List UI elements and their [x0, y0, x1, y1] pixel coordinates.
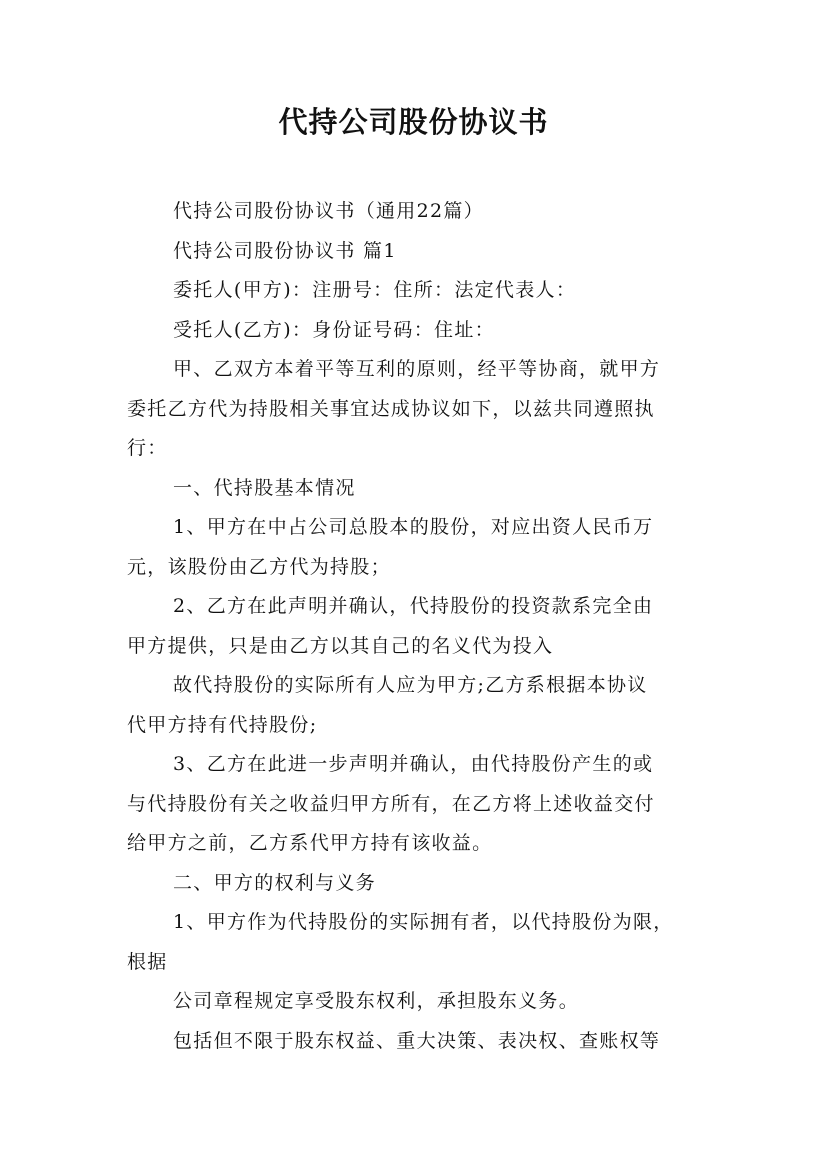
text-line: 3、乙方在此进一步声明并确认，由代持股份产生的或	[173, 753, 654, 775]
paragraph-13	[127, 982, 707, 1022]
paragraph-9	[127, 666, 707, 745]
paragraph-6	[127, 469, 707, 509]
paragraph-10	[127, 745, 707, 864]
text-line: 与代持股份有关之收益归甲方所有，在乙方将上述收益交付	[127, 792, 655, 815]
paragraph-4	[127, 311, 707, 351]
text-line: 2、乙方在此声明并确认，代持股份的投资款系完全由	[173, 595, 654, 617]
text-line: 甲方提供，只是由乙方以其自己的名义代为投入	[127, 634, 554, 657]
text-line: 公司章程规定享受股东权利，承担股东义务。	[173, 990, 580, 1012]
document-body	[127, 192, 707, 1061]
section-heading: 一、代持股基本情况	[173, 476, 356, 499]
text-line: 代持公司股份协议书（通用22篇）	[173, 200, 484, 222]
text-line: 甲、乙双方本着平等互利的原则，经平等协商，就甲方	[173, 358, 661, 380]
paragraph-1	[127, 192, 707, 232]
paragraph-12	[127, 903, 707, 982]
paragraph-7	[127, 508, 707, 587]
text-line: 委托乙方代为持股相关事宜达成协议如下，以兹共同遵照执	[127, 397, 655, 420]
section-heading: 二、甲方的权利与义务	[173, 871, 377, 894]
text-line: 行：	[127, 437, 168, 459]
paragraph-3	[127, 271, 707, 311]
text-line: 给甲方之前，乙方系代甲方持有该收益。	[127, 832, 493, 854]
text-line: 委托人(甲方)：注册号：住所：法定代表人：	[173, 279, 577, 301]
paragraph-2	[127, 232, 707, 272]
text-line: 1、甲方作为代持股份的实际拥有者，以代持股份为限，	[173, 911, 674, 933]
paragraph-5	[127, 350, 707, 469]
text-line: 元，该股份由乙方代为持股；	[127, 555, 391, 578]
text-line: 包括但不限于股东权益、重大决策、表决权、查账权等	[173, 1029, 661, 1052]
text-line: 1、甲方在中占公司总股本的股份，对应出资人民币万	[173, 516, 654, 538]
document-title: 代持公司股份协议书	[278, 105, 549, 139]
paragraph-14	[127, 1022, 707, 1062]
text-line: 根据	[127, 950, 168, 973]
paragraph-8	[127, 587, 707, 666]
text-line: 代甲方持有代持股份;	[127, 713, 318, 736]
text-line: 代持公司股份协议书 篇1	[173, 239, 397, 262]
text-line: 故代持股份的实际所有人应为甲方;乙方系根据本协议	[173, 674, 648, 696]
text-line: 受托人(乙方)：身份证号码：住址：	[173, 318, 495, 341]
paragraph-11	[127, 864, 707, 904]
